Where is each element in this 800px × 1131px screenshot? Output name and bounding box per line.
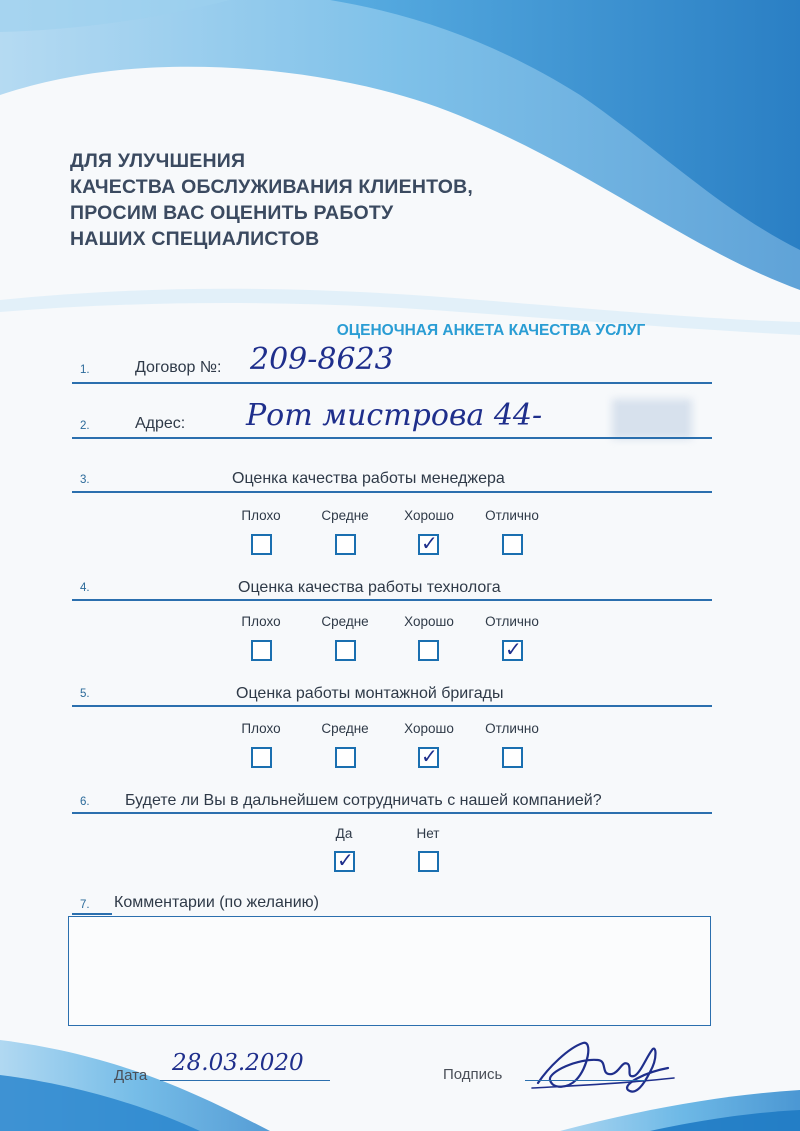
technologist-average-checkbox[interactable] bbox=[335, 640, 356, 661]
cooperation-yes-checkbox[interactable] bbox=[334, 848, 355, 872]
option-bad-label: Плохо bbox=[241, 721, 281, 736]
signature-image bbox=[528, 1028, 678, 1103]
comments-label: Комментарии (по желанию) bbox=[114, 894, 319, 911]
address-value[interactable]: Рот мистрова 44- bbox=[246, 398, 543, 433]
question-number: 7. bbox=[80, 899, 90, 911]
installation-rating-label: Оценка работы монтажной бригады bbox=[236, 685, 504, 702]
signature-underline bbox=[525, 1080, 645, 1081]
option-yes-label: Да bbox=[335, 826, 353, 841]
date-underline bbox=[160, 1080, 330, 1081]
option-good-label: Хорошо bbox=[404, 508, 454, 523]
redacted-area bbox=[612, 399, 692, 439]
installation-good-checkbox[interactable] bbox=[418, 744, 439, 768]
header-line: ДЛЯ УЛУЧШЕНИЯ bbox=[70, 150, 246, 172]
header-line: КАЧЕСТВА ОБСЛУЖИВАНИЯ КЛИЕНТОВ, bbox=[70, 176, 474, 198]
future-cooperation-label: Будете ли Вы в дальнейшем сотрудничать с нашей компанией? bbox=[125, 792, 602, 809]
installation-average-checkbox[interactable] bbox=[335, 747, 356, 768]
contract-underline bbox=[72, 382, 712, 384]
manager-rating-label: Оценка качества работы менеджера bbox=[232, 470, 505, 487]
option-bad-label: Плохо bbox=[241, 614, 281, 629]
technologist-good-checkbox[interactable] bbox=[418, 640, 439, 661]
option-excellent-label: Отлично bbox=[485, 614, 539, 629]
installation-bad-checkbox[interactable] bbox=[251, 747, 272, 768]
option-excellent-label: Отлично bbox=[485, 508, 539, 523]
form-title: ОЦЕНОЧНАЯ АНКЕТА КАЧЕСТВА УСЛУГ bbox=[336, 322, 646, 339]
installation-underline bbox=[72, 705, 712, 707]
header-line: НАШИХ СПЕЦИАЛИСТОВ bbox=[70, 228, 320, 250]
date-value[interactable]: 28.03.2020 bbox=[172, 1050, 304, 1076]
check-mark-icon: ✓ bbox=[505, 637, 522, 661]
question-number: 5. bbox=[80, 688, 90, 700]
cooperation-no-checkbox[interactable] bbox=[418, 851, 439, 872]
option-excellent-label: Отлично bbox=[485, 721, 539, 736]
question-number: 1. bbox=[80, 364, 90, 376]
option-bad-label: Плохо bbox=[241, 508, 281, 523]
header-line: ПРОСИМ ВАС ОЦЕНИТЬ РАБОТУ bbox=[70, 202, 394, 224]
question-number: 6. bbox=[80, 796, 90, 808]
manager-bad-checkbox[interactable] bbox=[251, 534, 272, 555]
question-number: 4. bbox=[80, 582, 90, 594]
option-average-label: Средне bbox=[321, 721, 369, 736]
option-no-label: Нет bbox=[416, 826, 440, 841]
address-label: Адрес: bbox=[135, 415, 186, 432]
comments-number-underline bbox=[72, 913, 112, 915]
installation-excellent-checkbox[interactable] bbox=[502, 747, 523, 768]
option-average-label: Средне bbox=[321, 614, 369, 629]
option-good-label: Хорошо bbox=[404, 721, 454, 736]
address-underline bbox=[72, 437, 712, 439]
question-number: 2. bbox=[80, 420, 90, 432]
check-mark-icon: ✓ bbox=[337, 848, 354, 872]
manager-underline bbox=[72, 491, 712, 493]
technologist-bad-checkbox[interactable] bbox=[251, 640, 272, 661]
check-mark-icon: ✓ bbox=[421, 531, 438, 555]
header-appeal bbox=[70, 148, 473, 252]
technologist-rating-label: Оценка качества работы технолога bbox=[238, 579, 501, 596]
technologist-underline bbox=[72, 599, 712, 601]
contract-number-value[interactable]: 209-8623 bbox=[250, 342, 394, 377]
date-label: Дата bbox=[114, 1067, 148, 1084]
option-good-label: Хорошо bbox=[404, 614, 454, 629]
comments-textarea[interactable] bbox=[68, 916, 711, 1026]
future-cooperation-underline bbox=[72, 812, 712, 814]
contract-label: Договор №: bbox=[135, 359, 222, 376]
check-mark-icon: ✓ bbox=[421, 744, 438, 768]
question-number: 3. bbox=[80, 474, 90, 486]
signature-label: Подпись bbox=[443, 1066, 503, 1083]
manager-average-checkbox[interactable] bbox=[335, 534, 356, 555]
manager-good-checkbox[interactable] bbox=[418, 531, 439, 555]
option-average-label: Средне bbox=[321, 508, 369, 523]
technologist-excellent-checkbox[interactable] bbox=[502, 637, 523, 661]
manager-excellent-checkbox[interactable] bbox=[502, 534, 523, 555]
